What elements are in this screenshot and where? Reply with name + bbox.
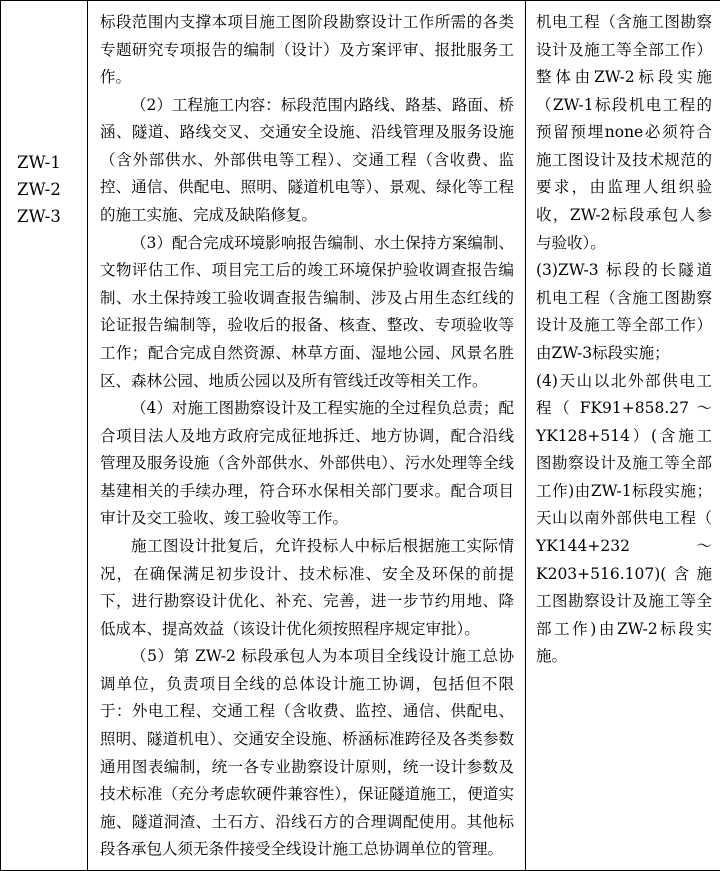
table-row — [1, 1, 720, 871]
paragraph-item-3: （3）配合完成环境影响报告编制、水土保持方案编制、文物评估工作、项目完工后的竣工环境保护验收调查报告编制、水土保持竣工验收调查报告编制、涉及占用生态红线的论证报告编制等，验收后的报备、核查、整改、专项验收等工作；配合完成自然资源、林草方面、湿地公园、风景名胜区、森林公园、地质公园以及所有管线迁改等相关工作。 — [100, 230, 514, 395]
paragraph-item-2: （2）工程施工内容：标段范围内路线、路基、路面、桥涵、隧道、路线交叉、交通安全设施、沿线管理及服务设施（含外部供水、外部供电等工程）、交通工程（含收费、监控、通信、供配电、照明、隧道机电等）、景观、绿化等工程的施工实施、完成及缺陷修复。 — [100, 92, 514, 230]
side-paragraph-item-3: (3)ZW-3 标段的长隧道机电工程（含施工图勘察设计及施工等全部工作）由ZW-3标段实施； — [536, 257, 712, 367]
paragraph-item-4: （4）对施工图勘察设计及工程实施的全过程负总责；配合项目法人及地方政府完成征地拆迁、地方协调，配合沿线管理及服务设施（含外部供水、外部供电）、污水处理等全线基建相关的手续办理，符合环水保相关部门要求。配合项目审计及交工验收、竣工验收等工作。 — [100, 395, 514, 533]
paragraph-item-5: （5）第 ZW-2 标段承包人为本项目全线设计施工总协调单位，负责项目全线的总体设计施工协调，包括但不限于：外电工程、交通工程（含收费、监控、通信、供配电、照明、隧道机电）、交通安全设施、桥涵标准跨径及各类参数通用图表编制，统一各专业勘察设计原则，统一设计参数及技术标准（充分考虑软硬件兼容性），保证隧道施工，便道实施、隧道洞渣、土石方、沿线石方的合理调配使用。其他标段各承包人须无条件接受全线设计施工总协调单位的管理。 — [100, 643, 514, 864]
table-cell-main-scope — [88, 1, 526, 871]
main-scope-text — [88, 1, 525, 870]
paragraph-design-optimization: 施工图设计批复后，允许投标人中标后根据施工实际情况，在确保满足初步设计、技术标准、安全及环保的前提下，进行勘察设计优化、补充、完善，进一步节约用地、降低成本、提高效益（该设计优化须按照程序规定审批）。 — [100, 533, 514, 643]
paragraph-continuation: 标段范围内支撑本项目施工图阶段勘察设计工作所需的各类专题研究专项报告的编制（设计）及方案评审、报批服务工作。 — [100, 9, 514, 92]
side-notes-text — [526, 1, 720, 677]
side-paragraph-item-4: (4)天山以北外部供电工程（ FK91+858.27 ～YK128+514）(含施工图勘察设计及施工等全部工作)由ZW-1标段实施；天山以南外部供电工程（ YK144+232 ～K203+516.107)(含施工图勘察设计及施工等全部工作)由ZW-2标段实施。 — [536, 368, 712, 671]
table-cell-side-notes — [526, 1, 720, 871]
section-label-zw2: ZW-2 — [17, 176, 81, 203]
side-paragraph-mechanical-electrical: 机电工程（含施工图勘察设计及施工等全部工作）整体由ZW-2标段实施（ZW-1标段机电工程的预留预埋none必须符合施工图设计及技术规范的要求，由监理人组织验收，ZW-2标段承包人参与验收）。 — [536, 9, 712, 257]
section-label-list — [1, 1, 87, 231]
section-label-zw3: ZW-3 — [17, 203, 81, 230]
section-label-zw1: ZW-1 — [17, 149, 81, 176]
table-cell-section-labels — [1, 1, 88, 871]
